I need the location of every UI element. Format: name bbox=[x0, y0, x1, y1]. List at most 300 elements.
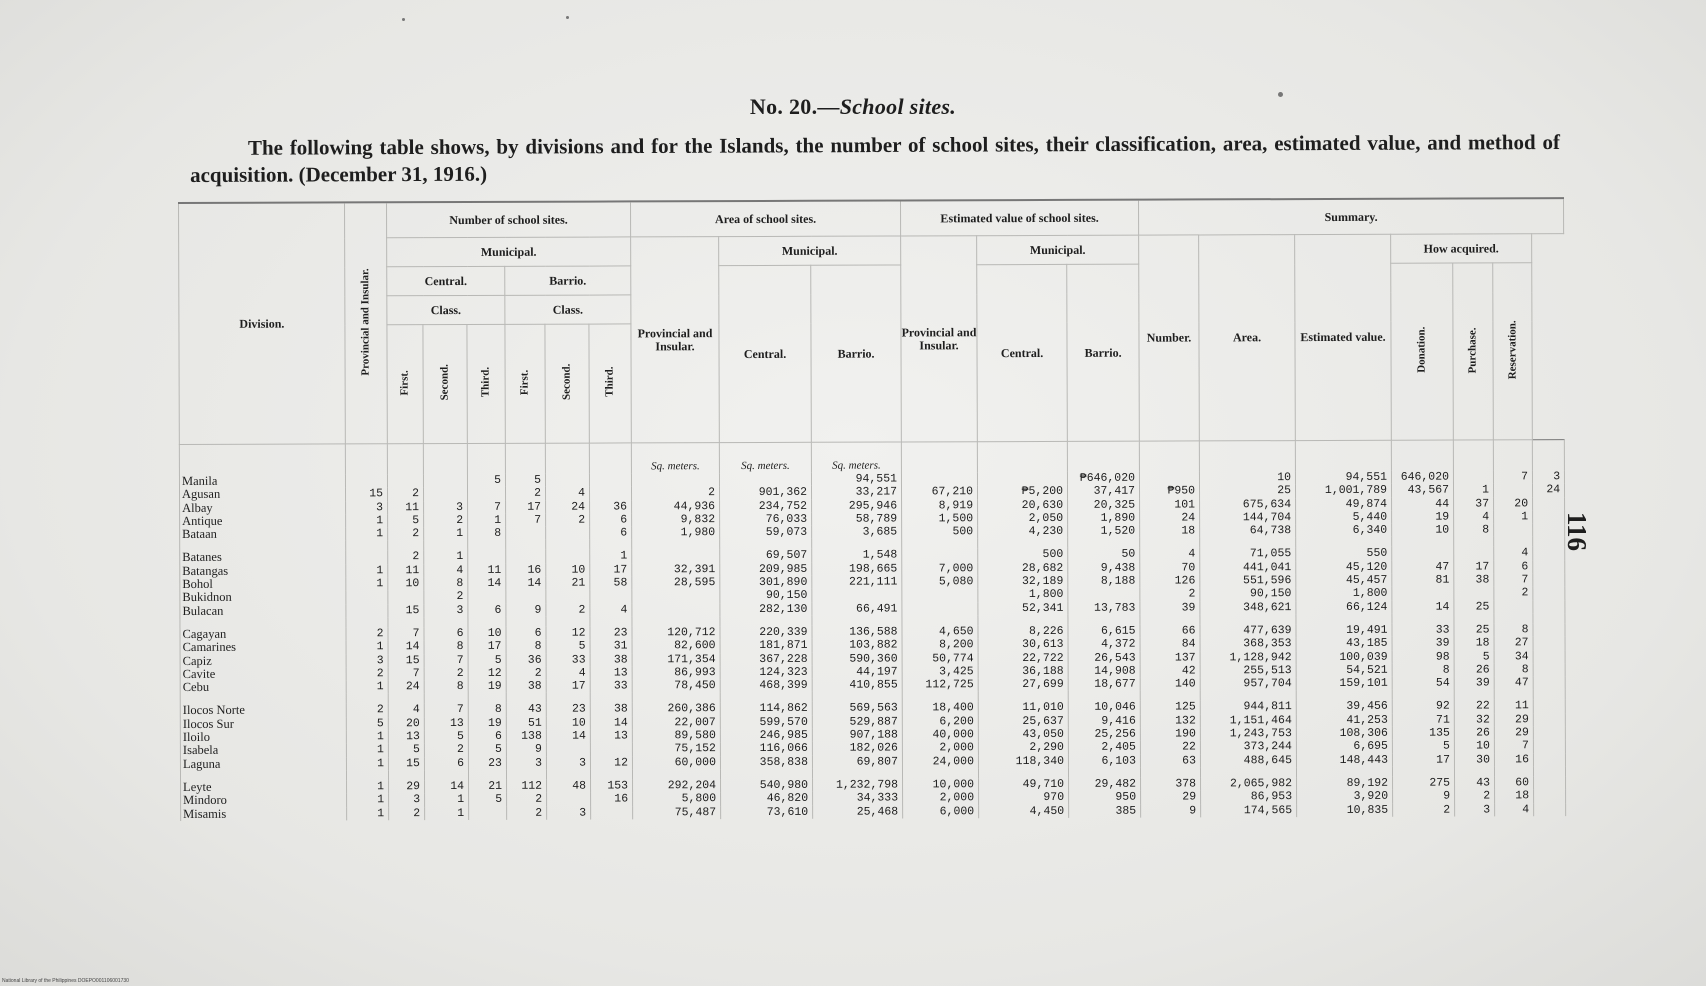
table-cell: 5 bbox=[467, 474, 505, 487]
table-cell bbox=[546, 743, 590, 756]
table-cell: 40,000 bbox=[902, 728, 978, 742]
table-cell: 67,210 bbox=[902, 486, 978, 500]
table-cell: 19 bbox=[468, 680, 506, 693]
table-cell: 69,807 bbox=[812, 755, 902, 769]
table-cell: 75,152 bbox=[632, 742, 720, 756]
table-cell: 66 bbox=[1140, 624, 1200, 638]
table-cell: 3 bbox=[547, 806, 591, 819]
table-cell: 66,491 bbox=[812, 602, 902, 616]
table-cell bbox=[631, 473, 719, 487]
table-cell: 34 bbox=[1494, 650, 1533, 663]
table-cell: 89,192 bbox=[1297, 777, 1393, 791]
table-cell: 44,197 bbox=[812, 665, 902, 679]
table-cell: 14 bbox=[425, 780, 469, 793]
table-cell: 135 bbox=[1392, 727, 1454, 741]
table-cell: 11 bbox=[388, 564, 424, 577]
table-cell: 1,800 bbox=[1296, 587, 1392, 601]
table-cell: 4 bbox=[1494, 547, 1533, 560]
table-cell: 6 bbox=[1494, 560, 1533, 573]
division-name: Ilocos Sur bbox=[180, 717, 346, 731]
table-cell: 17 bbox=[468, 640, 506, 653]
table-cell: 14 bbox=[590, 716, 632, 729]
table-cell: 2,000 bbox=[903, 791, 979, 805]
table-cell: 358,838 bbox=[720, 755, 812, 769]
table-cell: 599,570 bbox=[720, 716, 812, 730]
table-cell: 1 bbox=[347, 807, 389, 820]
table-cell bbox=[1494, 523, 1533, 536]
table-cell bbox=[589, 487, 631, 500]
header-summary: Summary. bbox=[1139, 198, 1564, 235]
table-cell: 1 bbox=[468, 514, 506, 527]
header-summary-number: Number. bbox=[1139, 235, 1200, 441]
table-cell: 100,039 bbox=[1296, 650, 1392, 664]
table-cell bbox=[506, 550, 546, 563]
header-purchase: Purchase. bbox=[1453, 263, 1494, 440]
table-cell: 590,360 bbox=[812, 652, 902, 666]
table-cell: 82,600 bbox=[632, 639, 720, 653]
table-cell: 47 bbox=[1392, 560, 1454, 574]
table-cell: 12 bbox=[468, 667, 506, 680]
table-cell: 31 bbox=[590, 640, 632, 653]
table-cell: 5,080 bbox=[902, 575, 978, 589]
header-area-barrio: Barrio. bbox=[811, 265, 902, 442]
table-cell: 8 bbox=[1494, 623, 1533, 636]
table-cell: 159,101 bbox=[1296, 677, 1392, 691]
header-value-municipal: Municipal. bbox=[977, 235, 1139, 265]
table-cell: 1 bbox=[346, 744, 388, 757]
table-cell: 71,055 bbox=[1200, 548, 1296, 562]
table-cell: 5 bbox=[346, 717, 388, 730]
table-cell: 38 bbox=[506, 680, 546, 693]
table-cell: 16 bbox=[1494, 753, 1533, 766]
table-cell bbox=[1392, 587, 1454, 601]
table-cell: 181,871 bbox=[720, 639, 812, 653]
table-cell: 957,704 bbox=[1200, 677, 1296, 691]
table-cell: 16 bbox=[506, 563, 546, 576]
table-cell: 38 bbox=[590, 703, 632, 716]
table-cell: 1 bbox=[425, 793, 469, 806]
title-text: School sites. bbox=[839, 94, 957, 119]
table-cell: 500 bbox=[978, 548, 1068, 562]
table-cell bbox=[547, 793, 591, 806]
division-name: Laguna bbox=[180, 757, 346, 771]
table-cell: 29,482 bbox=[1069, 778, 1141, 792]
table-cell: 13,783 bbox=[1068, 601, 1140, 615]
table-cell: 25,256 bbox=[1068, 728, 1140, 742]
page-number: 116 bbox=[1562, 512, 1592, 552]
table-cell: 4 bbox=[590, 603, 632, 616]
table-cell: 5 bbox=[388, 743, 424, 756]
table-cell: 86,953 bbox=[1201, 790, 1297, 804]
header-summary-value: Estimated value. bbox=[1295, 234, 1392, 440]
table-cell bbox=[591, 806, 633, 819]
table-cell: 3,425 bbox=[902, 665, 978, 679]
table-cell: 15 bbox=[388, 757, 424, 770]
table-cell bbox=[1534, 789, 1566, 802]
table-cell: 2 bbox=[546, 513, 590, 526]
division-name: Iloilo bbox=[180, 730, 346, 744]
table-cell: 29 bbox=[389, 780, 425, 793]
table-cell bbox=[1533, 663, 1565, 676]
table-cell: 45,457 bbox=[1296, 574, 1392, 588]
division-name: Bohol bbox=[180, 577, 346, 591]
table-cell: 8 bbox=[1392, 663, 1454, 677]
table-cell bbox=[1534, 776, 1566, 789]
table-cell: 13 bbox=[424, 717, 468, 730]
table-cell: 2 bbox=[424, 743, 468, 756]
table-cell: 98 bbox=[1392, 650, 1454, 664]
table-cell: 2,050 bbox=[978, 512, 1068, 526]
table-cell: 36,188 bbox=[978, 665, 1068, 679]
table-cell bbox=[590, 743, 632, 756]
table-cell: 10 bbox=[1454, 740, 1494, 753]
table-cell: 1 bbox=[346, 577, 388, 590]
table-cell bbox=[1533, 740, 1565, 753]
header-summary-area: Area. bbox=[1199, 235, 1296, 441]
table-cell: 144,704 bbox=[1200, 511, 1296, 525]
table-cell: 27,699 bbox=[978, 678, 1068, 692]
division-name: Agusan bbox=[179, 488, 345, 502]
speck bbox=[566, 16, 569, 19]
table-cell: 5 bbox=[1454, 650, 1494, 663]
table-cell bbox=[902, 589, 978, 603]
table-cell: 2 bbox=[1140, 588, 1200, 602]
table-cell: 10 bbox=[1392, 524, 1454, 538]
table-cell: 51 bbox=[506, 716, 546, 729]
table-cell: 94,551 bbox=[811, 472, 901, 486]
table-cell: 174,565 bbox=[1201, 804, 1297, 818]
table-cell: 4 bbox=[546, 666, 590, 679]
header-area-central: Central. bbox=[719, 265, 812, 442]
table-cell bbox=[468, 550, 506, 563]
table-cell: 5 bbox=[468, 743, 506, 756]
table-cell: 221,111 bbox=[812, 576, 902, 590]
table-cell: 1 bbox=[424, 527, 468, 540]
table-cell: 137 bbox=[1140, 651, 1200, 665]
table-cell: 33,217 bbox=[812, 486, 902, 500]
school-sites-table bbox=[178, 197, 1566, 821]
table-cell bbox=[1533, 560, 1565, 573]
table-cell: 78,450 bbox=[632, 679, 720, 693]
table-cell: 18 bbox=[1454, 637, 1494, 650]
table-cell: 9 bbox=[506, 743, 546, 756]
header-donation: Donation. bbox=[1391, 263, 1454, 440]
table-cell: 1,500 bbox=[902, 512, 978, 526]
table-cell: 26 bbox=[1454, 663, 1494, 676]
table-cell: 2 bbox=[388, 527, 424, 540]
table-cell: 7,000 bbox=[902, 562, 978, 576]
table-cell: 22 bbox=[1454, 700, 1494, 713]
table-cell: 970 bbox=[979, 791, 1069, 805]
table-cell: 3,920 bbox=[1297, 790, 1393, 804]
table-cell: 1 bbox=[590, 550, 632, 563]
table-cell: 37 bbox=[1454, 497, 1494, 510]
table-cell bbox=[1139, 471, 1199, 485]
table-cell: 10,046 bbox=[1068, 701, 1140, 715]
table-cell: 7 bbox=[388, 627, 424, 640]
table-cell: 5 bbox=[505, 474, 545, 487]
table-cell: 1,890 bbox=[1068, 512, 1140, 526]
table-cell: 907,188 bbox=[812, 729, 902, 743]
table-cell: 5,800 bbox=[633, 792, 721, 806]
table-cell: 7 bbox=[424, 654, 468, 667]
table-cell: 1,001,789 bbox=[1296, 484, 1392, 498]
table-cell: 20,630 bbox=[978, 498, 1068, 512]
table-cell: 118,340 bbox=[978, 755, 1068, 769]
table-cell: 18 bbox=[1140, 525, 1200, 539]
table-cell bbox=[1494, 600, 1533, 613]
table-cell: 6 bbox=[590, 527, 632, 540]
table-cell: 18,677 bbox=[1068, 678, 1140, 692]
table-cell: 198,665 bbox=[812, 562, 902, 576]
table-cell: 17 bbox=[1392, 753, 1454, 767]
table-cell: 38 bbox=[590, 653, 632, 666]
table-cell: 43,185 bbox=[1296, 637, 1392, 651]
table-cell: 234,752 bbox=[720, 499, 812, 513]
table-cell bbox=[632, 589, 720, 603]
table-cell bbox=[346, 551, 388, 564]
table-cell: 5 bbox=[469, 793, 507, 806]
header-value-barrio: Barrio. bbox=[1067, 264, 1140, 441]
table-cell: 59,073 bbox=[720, 526, 812, 540]
header-barrio-second: Second. bbox=[545, 324, 589, 443]
table-cell: 3 bbox=[546, 756, 590, 769]
table-cell: 367,228 bbox=[720, 652, 812, 666]
table-cell: 468,399 bbox=[720, 679, 812, 693]
table-cell: 37,417 bbox=[1068, 485, 1140, 499]
table-cell: 24,000 bbox=[902, 755, 978, 769]
table-cell: 950 bbox=[1069, 791, 1141, 805]
table-cell: 140 bbox=[1140, 678, 1200, 692]
table-cell: 15 bbox=[388, 604, 424, 617]
table-cell: 20 bbox=[1494, 497, 1533, 510]
table-cell: 28,595 bbox=[632, 576, 720, 590]
table-cell bbox=[387, 474, 423, 487]
table-cell: 1 bbox=[347, 794, 389, 807]
table-cell: 5 bbox=[546, 640, 590, 653]
table-cell: 50,774 bbox=[902, 652, 978, 666]
table-cell: 4,230 bbox=[978, 525, 1068, 539]
table-cell: 1 bbox=[346, 564, 388, 577]
table-cell: 2 bbox=[388, 551, 424, 564]
table-cell bbox=[467, 487, 505, 500]
table-cell: 9 bbox=[1393, 790, 1455, 804]
table-cell: 32,189 bbox=[978, 575, 1068, 589]
table-cell: 108,306 bbox=[1296, 727, 1392, 741]
table-cell: 30,613 bbox=[978, 638, 1068, 652]
table-cell: 171,354 bbox=[632, 653, 720, 667]
table-cell: 2,000 bbox=[902, 742, 978, 756]
table-cell: 1,520 bbox=[1068, 525, 1140, 539]
table-cell: 1 bbox=[346, 680, 388, 693]
table-cell: 44 bbox=[1392, 497, 1454, 511]
table-cell: 8 bbox=[1454, 524, 1494, 537]
table-cell: 3,685 bbox=[812, 526, 902, 540]
table-cell: 500 bbox=[902, 525, 978, 539]
table-cell bbox=[977, 472, 1067, 486]
table-cell: 18 bbox=[1495, 790, 1534, 803]
table-cell: 260,386 bbox=[632, 703, 720, 717]
title-number: No. 20.— bbox=[749, 94, 840, 119]
table-cell bbox=[423, 474, 467, 487]
table-cell bbox=[1533, 713, 1565, 726]
table-cell: 348,621 bbox=[1200, 601, 1296, 615]
table-cell: 7 bbox=[388, 667, 424, 680]
table-cell: 17 bbox=[546, 680, 590, 693]
table-cell: 8 bbox=[506, 640, 546, 653]
table-cell: 34,333 bbox=[813, 792, 903, 806]
table-cell: 29 bbox=[1494, 713, 1533, 726]
table-cell: 4 bbox=[545, 487, 589, 500]
table-cell: 5,440 bbox=[1296, 511, 1392, 525]
table-cell: 25 bbox=[1454, 623, 1494, 636]
table-cell: 112,725 bbox=[902, 678, 978, 692]
table-cell bbox=[546, 550, 590, 563]
table-cell: 58 bbox=[590, 576, 632, 589]
table-cell: 39,456 bbox=[1296, 700, 1392, 714]
table-cell: 36 bbox=[590, 500, 632, 513]
table-cell: 4 bbox=[388, 704, 424, 717]
table-cell: 529,887 bbox=[812, 715, 902, 729]
table-cell: 2 bbox=[1455, 790, 1495, 803]
table-cell: 3 bbox=[424, 604, 468, 617]
table-cell: 43,050 bbox=[978, 728, 1068, 742]
table-cell bbox=[1454, 547, 1494, 560]
table-cell: 4,372 bbox=[1068, 638, 1140, 652]
table-cell bbox=[589, 473, 631, 486]
table-cell: 10 bbox=[546, 563, 590, 576]
table-cell bbox=[1533, 676, 1565, 689]
table-cell bbox=[1533, 510, 1565, 523]
table-cell: 1 bbox=[424, 550, 468, 563]
table-cell: 7 bbox=[506, 514, 546, 527]
table-cell: 15 bbox=[388, 654, 424, 667]
table-cell: 2 bbox=[632, 486, 720, 500]
table-cell: 23 bbox=[468, 756, 506, 769]
table-cell: 69,507 bbox=[720, 549, 812, 563]
table-cell: 9,416 bbox=[1068, 714, 1140, 728]
units-area-prov: Sq. meters. bbox=[631, 443, 719, 474]
table-cell bbox=[423, 487, 467, 500]
table-cell: 550 bbox=[1296, 547, 1392, 561]
table-cell: 19,491 bbox=[1296, 624, 1392, 638]
table-cell: 39 bbox=[1392, 637, 1454, 651]
header-estimated-value: Estimated value of school sites. bbox=[901, 200, 1139, 236]
table-cell bbox=[1533, 600, 1565, 613]
table-cell: 2 bbox=[506, 667, 546, 680]
units-area-barrio: Sq. meters. bbox=[811, 442, 901, 473]
header-municipal: Municipal. bbox=[387, 237, 631, 267]
table-cell: 8 bbox=[424, 577, 468, 590]
table-cell: 25,468 bbox=[813, 805, 903, 819]
table-cell: 4,450 bbox=[979, 804, 1069, 818]
table-cell: 114,862 bbox=[720, 702, 812, 716]
table-cell: 90,150 bbox=[1200, 587, 1296, 601]
table-cell: 60,000 bbox=[632, 756, 720, 770]
table-cell: 5 bbox=[468, 653, 506, 666]
table-cell bbox=[506, 590, 546, 603]
division-name: Batangas bbox=[180, 564, 346, 578]
table-cell: 6,103 bbox=[1068, 754, 1140, 768]
header-reservation: Reservation. bbox=[1493, 263, 1533, 440]
table-cell: 10 bbox=[546, 716, 590, 729]
table-cell: 39 bbox=[1140, 601, 1200, 615]
header-central-third: Third. bbox=[467, 324, 505, 443]
table-cell bbox=[1533, 636, 1565, 649]
table-cell bbox=[1453, 470, 1493, 483]
table-cell: 2 bbox=[505, 487, 545, 500]
table-cell: 7 bbox=[468, 500, 506, 513]
table-cell: 646,020 bbox=[1391, 471, 1453, 485]
table-cell: 220,339 bbox=[720, 626, 812, 640]
table-cell bbox=[546, 527, 590, 540]
table-cell: 52,341 bbox=[978, 602, 1068, 616]
header-central-first: First. bbox=[387, 325, 423, 444]
table-cell: 1,548 bbox=[812, 549, 902, 563]
table-cell: 441,041 bbox=[1200, 561, 1296, 575]
division-name: Manila bbox=[179, 474, 345, 488]
table-cell bbox=[506, 527, 546, 540]
table-cell bbox=[1533, 753, 1565, 766]
table-cell: 2 bbox=[546, 603, 590, 616]
table-cell: 4 bbox=[1454, 510, 1494, 523]
table-cell: 25 bbox=[1454, 600, 1494, 613]
table-cell: 20 bbox=[388, 717, 424, 730]
table-cell: 373,244 bbox=[1200, 740, 1296, 754]
table-cell: 3 bbox=[424, 501, 468, 514]
table-cell: 2 bbox=[424, 667, 468, 680]
table-cell: 7 bbox=[1494, 740, 1533, 753]
header-barrio-class: Class. bbox=[505, 295, 631, 324]
table-cell: 14 bbox=[388, 640, 424, 653]
table-cell: 11 bbox=[1494, 700, 1533, 713]
table-cell: 5 bbox=[424, 730, 468, 743]
table-cell bbox=[1533, 523, 1565, 536]
table-cell: 540,980 bbox=[721, 779, 813, 793]
page-title bbox=[0, 94, 1706, 120]
table-cell: 29 bbox=[1494, 726, 1533, 739]
table-body bbox=[179, 440, 1565, 821]
table-cell: 43 bbox=[1455, 776, 1495, 789]
table-cell: 4 bbox=[1495, 803, 1534, 816]
table-cell bbox=[346, 591, 388, 604]
header-central-class: Class. bbox=[387, 295, 505, 324]
table-cell: 3 bbox=[389, 793, 425, 806]
table-cell: 14 bbox=[1392, 600, 1454, 614]
table-cell: 22,722 bbox=[978, 651, 1068, 665]
table-cell bbox=[632, 550, 720, 564]
table-cell: 378 bbox=[1141, 777, 1201, 791]
table-cell: 21 bbox=[546, 577, 590, 590]
table-cell: 15 bbox=[345, 488, 387, 501]
table-cell: 32,391 bbox=[632, 563, 720, 577]
table-cell: 14 bbox=[506, 577, 546, 590]
table-cell: 47 bbox=[1494, 676, 1533, 689]
table-cell: 50 bbox=[1068, 548, 1140, 562]
table-cell bbox=[1533, 587, 1565, 600]
table-cell: 368,353 bbox=[1200, 637, 1296, 651]
table-cell: 7 bbox=[1494, 573, 1533, 586]
header-barrio-third: Third. bbox=[589, 324, 631, 443]
table-cell: 19 bbox=[468, 717, 506, 730]
table-cell: ₱950 bbox=[1140, 485, 1200, 499]
table-cell: 5 bbox=[1392, 740, 1454, 754]
table-cell: 10 bbox=[388, 577, 424, 590]
table-cell: 71 bbox=[1392, 713, 1454, 727]
table-cell: 1 bbox=[346, 757, 388, 770]
table-cell: 120,712 bbox=[632, 626, 720, 640]
table-cell: 295,946 bbox=[812, 499, 902, 513]
